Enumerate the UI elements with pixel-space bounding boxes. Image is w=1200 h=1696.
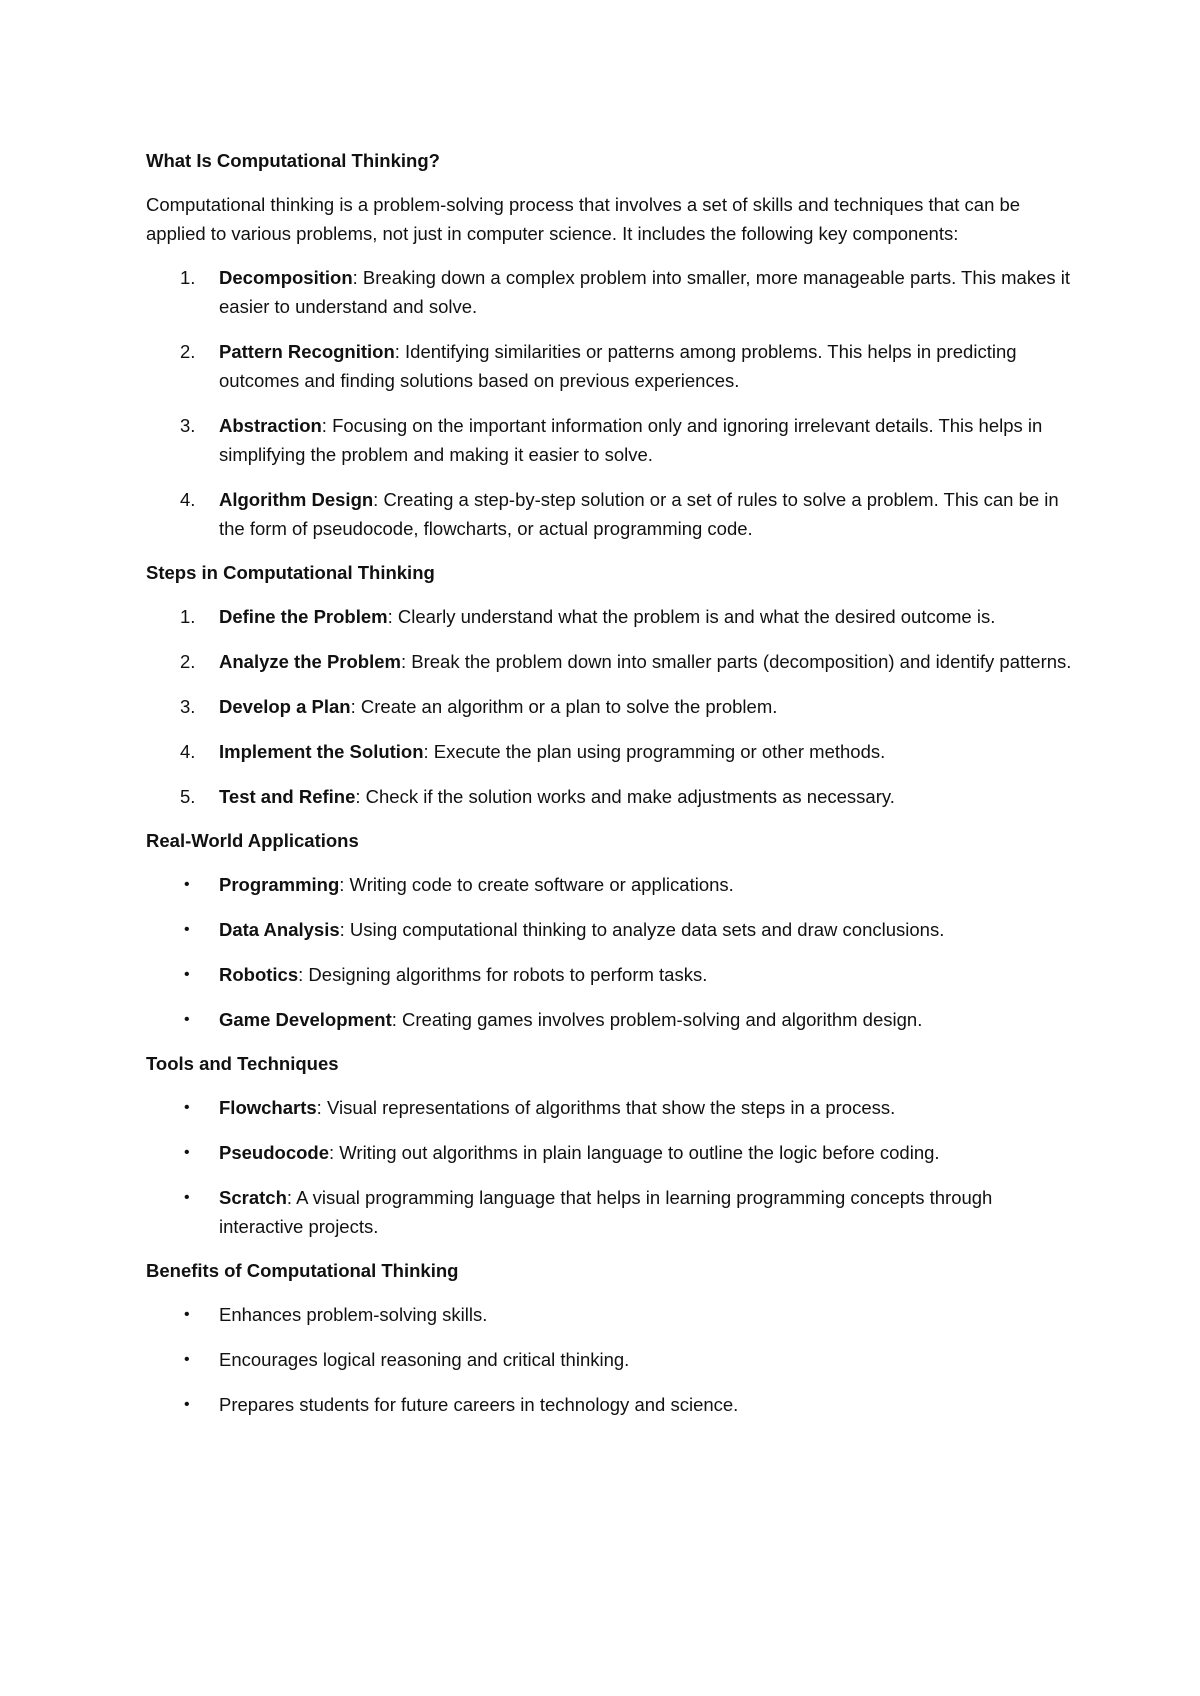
tools-list [146,1093,1076,1241]
list-item [146,1138,1076,1167]
list-term: Scratch [219,1187,287,1208]
components-list [146,263,1076,543]
list-term: Pseudocode [219,1142,329,1163]
bullet-icon: • [184,1144,190,1161]
list-desc: : Visual representations of algorithms that show the steps in a process. [316,1097,896,1118]
list-term: Programming [219,874,340,895]
steps-list [146,602,1076,811]
list-desc: : Clearly understand what the problem is and what the desired outcome is. [387,606,996,627]
list-desc: : Breaking down a complex problem into smaller, more manageable parts. This makes it easier to understand and solve. [219,267,1071,317]
list-desc: : Break the problem down into smaller parts (decomposition) and identify patterns. [400,651,1072,672]
list-item [146,782,1076,811]
list-desc: : Creating a step-by-step solution or a set of rules to solve a problem. This can be in the form of pseudocode, flowcharts, or actual programming code. [219,489,1059,539]
list-term: Analyze the Problem [219,651,401,672]
list-desc: : Check if the solution works and make adjustments as necessary. [355,786,895,807]
list-item [146,737,1076,766]
list-term: Implement the Solution [219,741,424,762]
list-item [146,263,1076,321]
list-item [146,1390,1076,1419]
list-item [146,1093,1076,1122]
section-heading-steps: Steps in Computational Thinking [146,562,435,583]
list-term: Flowcharts [219,1097,317,1118]
list-number: 2. [180,651,196,672]
list-term: Develop a Plan [219,696,351,717]
list-term: Define the Problem [219,606,388,627]
bullet-icon: • [184,966,190,983]
bullet-icon: • [184,1396,190,1413]
list-number: 5. [180,786,196,807]
bullet-icon: • [184,1011,190,1028]
applications-list [146,870,1076,1034]
list-desc: : Creating games involves problem-solving and algorithm design. [391,1009,923,1030]
list-number: 1. [180,267,196,288]
list-number: 3. [180,696,196,717]
list-term: Abstraction [219,415,322,436]
benefits-list [146,1300,1076,1419]
list-item [146,1345,1076,1374]
list-number: 2. [180,341,196,362]
list-desc: : Identifying similarities or patterns among problems. This helps in predicting outcomes and finding solutions based on previous experiences. [219,341,1017,391]
bullet-icon: • [184,921,190,938]
list-number: 1. [180,606,196,627]
list-term: Decomposition [219,267,353,288]
section-heading-benefits: Benefits of Computational Thinking [146,1260,459,1281]
list-number: 4. [180,489,196,510]
list-desc: Enhances problem-solving skills. [219,1304,488,1325]
list-desc: : Focusing on the important information only and ignoring irrelevant details. This helps in simplifying the problem and making it easier to solve. [219,415,1043,465]
list-item [146,915,1076,944]
list-term: Test and Refine [219,786,356,807]
list-desc: : Designing algorithms for robots to perform tasks. [298,964,708,985]
bullet-icon: • [184,1351,190,1368]
list-item [146,1005,1076,1034]
list-item [146,870,1076,899]
list-term: Game Development [219,1009,392,1030]
section-heading-what-is: What Is Computational Thinking? [146,150,440,171]
section-heading-tools: Tools and Techniques [146,1053,339,1074]
list-number: 3. [180,415,196,436]
list-term: Pattern Recognition [219,341,395,362]
list-item [146,485,1076,543]
list-desc: : Create an algorithm or a plan to solve the problem. [350,696,778,717]
list-desc: : Execute the plan using programming or other methods. [423,741,886,762]
list-item [146,602,1076,631]
list-item [146,411,1076,469]
list-term: Data Analysis [219,919,340,940]
list-desc: : Writing code to create software or applications. [339,874,734,895]
bullet-icon: • [184,1099,190,1116]
list-desc: : Using computational thinking to analyze data sets and draw conclusions. [339,919,945,940]
list-term: Robotics [219,964,299,985]
list-item [146,1300,1076,1329]
list-item [146,337,1076,395]
list-item [146,647,1076,676]
list-term: Algorithm Design [219,489,374,510]
list-desc: : A visual programming language that helps in learning programming concepts through interactive projects. [219,1187,993,1237]
list-item [146,692,1076,721]
list-desc: Encourages logical reasoning and critical thinking. [219,1349,630,1370]
list-item [146,1183,1076,1241]
intro-paragraph: Computational thinking is a problem-solving process that involves a set of skills and techniques that can be applied to various problems, not just in computer science. It includes the following key components: [146,194,1021,244]
section-heading-applications: Real-World Applications [146,830,359,851]
list-number: 4. [180,741,196,762]
list-desc: : Writing out algorithms in plain language to outline the logic before coding. [329,1142,940,1163]
list-item [146,960,1076,989]
bullet-icon: • [184,876,190,893]
bullet-icon: • [184,1189,190,1206]
document-page [146,146,1076,1434]
bullet-icon: • [184,1306,190,1323]
list-desc: Prepares students for future careers in technology and science. [219,1394,739,1415]
